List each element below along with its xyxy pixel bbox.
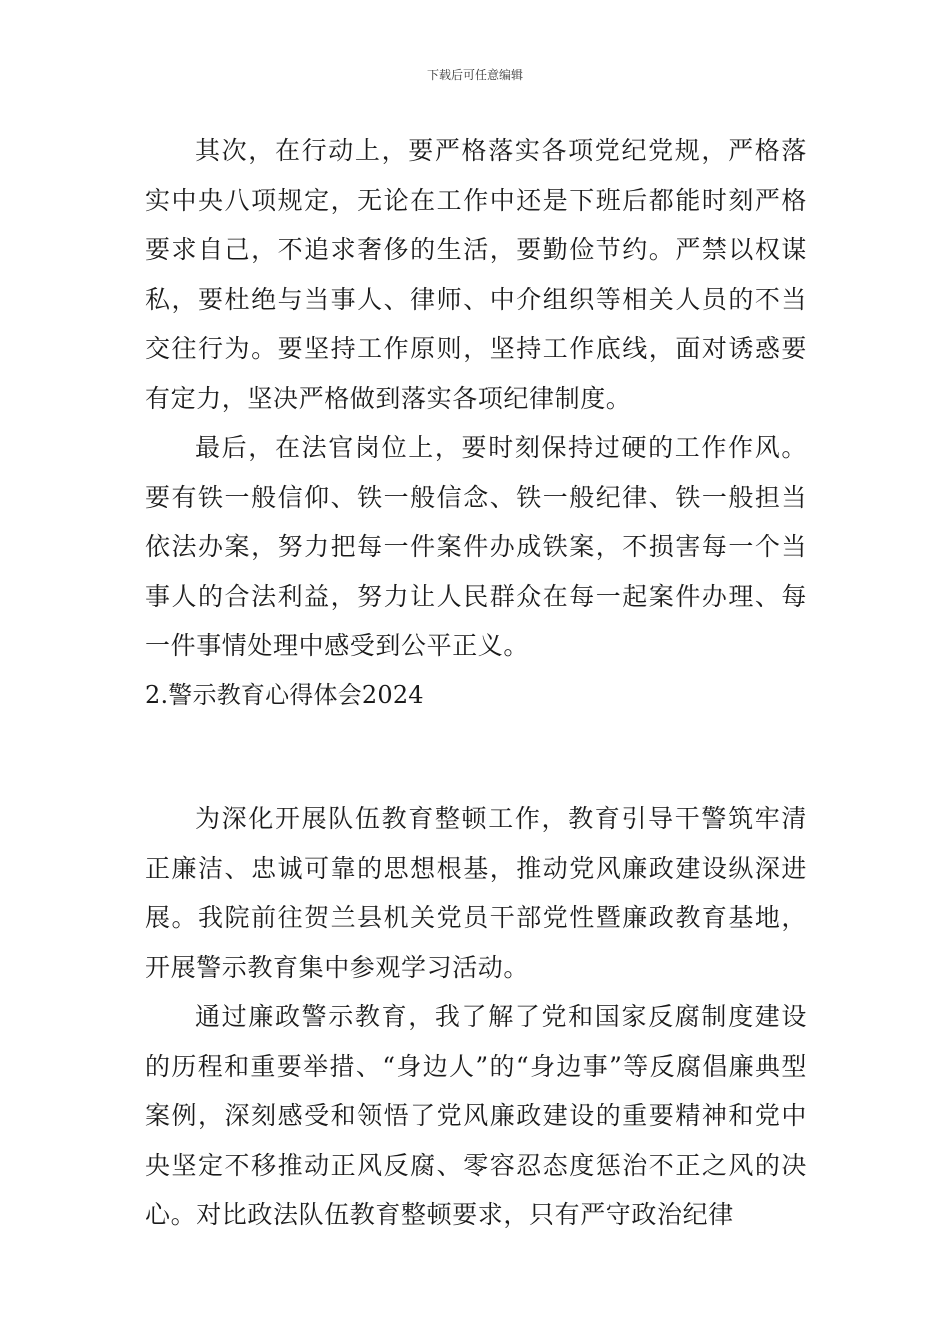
section-spacer (145, 720, 807, 794)
paragraph-actions: 其次，在行动上，要严格落实各项党纪党规，严格落实中央八项规定，无论在工作中还是下班后都能时刻严格要求自己，不追求奢侈的生活，要勤俭节约。严禁以权谋私，要杜绝与当事人、律师、中介组织等相关人员的不当交往行为。要坚持工作原则，坚持工作底线，面对诱惑要有定力，坚决严格做到落实各项纪律制度。 (145, 136, 807, 413)
page-header: 下载后可任意编辑 (426, 68, 523, 82)
document-body (145, 126, 807, 1240)
section-heading: 2.警示教育心得体会2024 (145, 680, 424, 709)
paragraph-judge-role: 最后，在法官岗位上，要时刻保持过硬的工作作风。要有铁一般信仰、铁一般信念、铁一般纪律、铁一般担当依法办案，努力把每一件案件办成铁案，不损害每一个当事人的合法利益，努力让人民群众在每一起案件办理、每一件事情处理中感受到公平正义。 (145, 433, 807, 660)
paragraph-education-rectification: 为深化开展队伍教育整顿工作，教育引导干警筑牢清正廉洁、忠诚可靠的思想根基，推动党风廉政建设纵深进展。我院前往贺兰县机关党员干部党性暨廉政教育基地，开展警示教育集中参观学习活动。 (145, 804, 807, 982)
paragraph-warning-education: 通过廉政警示教育，我了解了党和国家反腐制度建设的历程和重要举措、“身边人”的“身边事”等反腐倡廉典型案例，深刻感受和领悟了党风廉政建设的重要精神和党中央坚定不移推动正风反腐、零容忍态度惩治不正之风的决心。对比政法队伍教育整顿要求，只有严守政治纪律 (145, 1002, 807, 1229)
